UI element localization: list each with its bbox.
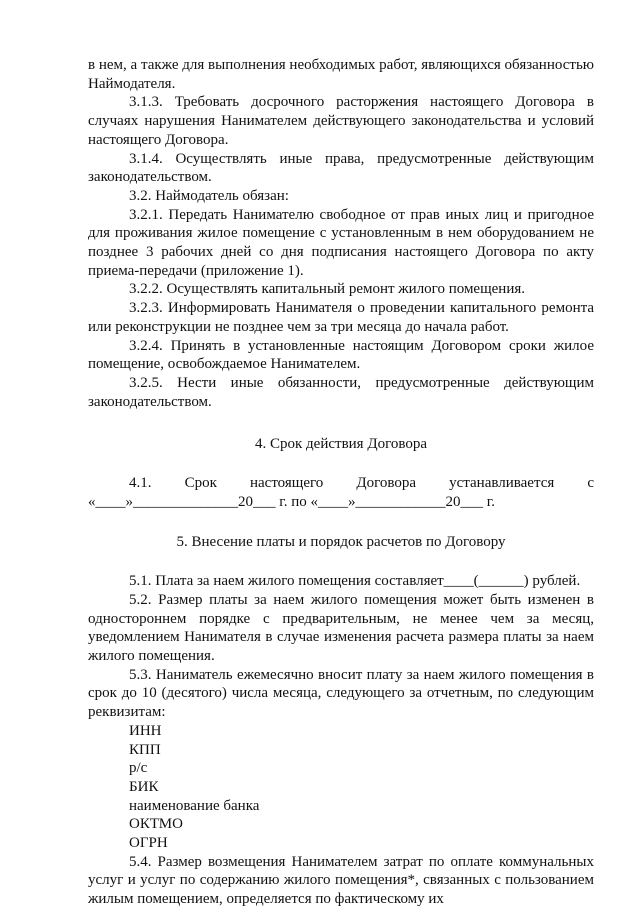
requisite-bik: БИК [129,778,159,795]
document-body [88,56,594,909]
paragraph-3-2-3: 3.2.3. Информировать Нанимателя о проведении капитального ремонта или реконструкции не позднее чем за три месяца до начала работ. [88,300,594,335]
paragraph-5-2: 5.2. Размер платы за наем жилого помещения может быть изменен в одностороннем порядке с предварительным, не менее чем за месяц, уведомлением Нанимателя в случае изменения расчета размера платы за наем жилого помещения. [88,591,594,664]
requisite-kpp: КПП [129,741,161,758]
paragraph-3-2-5: 3.2.5. Нести иные обязанности, предусмотренные действующим законодательством. [88,374,594,410]
requisite-bank-name: наименование банка [129,797,260,814]
paragraph-5-1: 5.1. Плата за наем жилого помещения составляет____(______) рублей. [129,573,581,590]
paragraph-3-2: 3.2. Наймодатель обязан: [129,187,289,204]
paragraph-continuation: в нем, а также для выполнения необходимых работ, являющихся обязанностью Наймодателя. [88,57,594,92]
paragraph-5-3: 5.3. Наниматель ежемесячно вносит плату за наем жилого помещения в срок до 10 (десятого) числа месяца, следующего за отчетным, по следующим реквизитам: [88,666,594,721]
requisite-oktmo: ОКТМО [129,816,183,833]
requisite-account: р/с [129,760,148,777]
requisite-inn: ИНН [129,722,162,739]
requisite-ogrn: ОГРН [129,835,168,852]
paragraph-3-1-3: 3.1.3. Требовать досрочного расторжения настоящего Договора в случаях нарушения Нанимателем действующего законодательства и условий настоящего Договора. [88,94,594,148]
section-heading-5: 5. Внесение платы и порядок расчетов по Договору [176,534,506,551]
requisites-list [88,722,594,853]
paragraph-3-2-2: 3.2.2. Осуществлять капитальный ремонт жилого помещения. [129,281,526,298]
paragraph-3-1-4: 3.1.4. Осуществлять иные права, предусмотренные действующим законодательством. [88,150,594,186]
paragraph-4-1-line1: 4.1. Срок настоящего Договора устанавливается с [129,475,594,492]
paragraph-3-2-1: 3.2.1. Передать Нанимателю свободное от прав иных лиц и пригодное для проживания жилое помещение с установленным в нем оборудованием не позднее 3 рабочих дней со дня подписания настоящего Договора по акту приема-передачи (приложение 1). [88,206,594,279]
paragraph-5-4: 5.4. Размер возмещения Нанимателем затрат по оплате коммунальных услуг и услуг по содержанию жилого помещения*, связанных с пользованием жилым помещением, определяется по фактическому их [88,853,594,908]
paragraph-3-2-4: 3.2.4. Принять в установленные настоящим Договором сроки жилое помещение, освобождаемое Нанимателем. [88,337,594,373]
section-heading-4: 4. Срок действия Договора [255,436,427,453]
paragraph-4-1-line2: «____»______________20___ г. по «____»____________20___ г. [88,493,495,510]
